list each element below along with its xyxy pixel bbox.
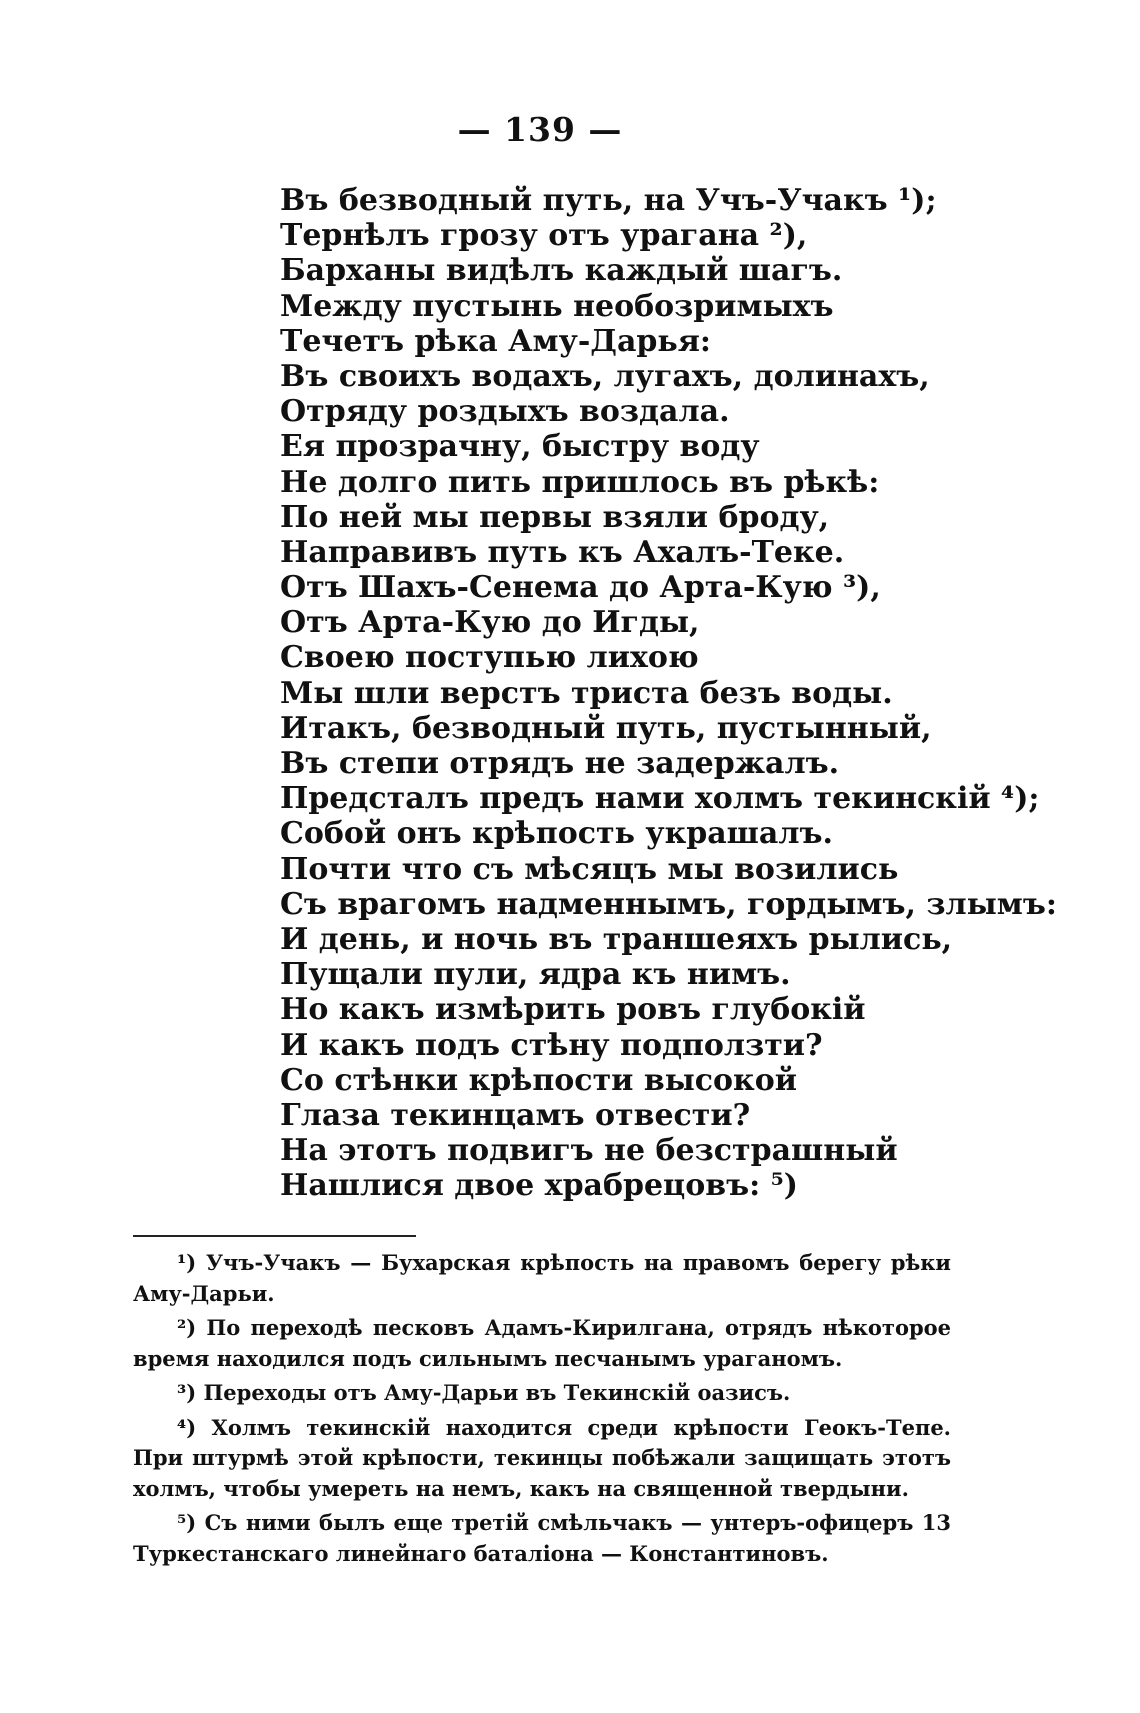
footnote: ²) По переходѣ песковъ Адамъ-Кирилгана, отрядъ нѣкоторое время находился подъ сильнымъ песчанымъ ураганомъ. — [133, 1315, 951, 1371]
footnote: ⁵) Съ ними былъ еще третій смѣльчакъ — унтеръ-офицеръ 13 Туркестанскаго линейнаго баталіона — Константиновъ. — [133, 1510, 951, 1566]
verse-line: Ея прозрачну, быстру воду — [280, 429, 760, 465]
verse-line: Своею поступью лихою — [280, 640, 699, 676]
verse-line: Нашлися двое храбрецовъ: ⁵) — [280, 1168, 798, 1204]
verse-line: Барханы видѣлъ каждый шагъ. — [280, 253, 843, 289]
verse-line: Отряду роздыхъ воздала. — [280, 394, 730, 430]
footnote-divider — [133, 1235, 416, 1237]
verse-line: Не долго пить пришлось въ рѣкѣ: — [280, 464, 880, 500]
verse-line: Отъ Шахъ-Сенема до Арта-Кую ³), — [280, 570, 881, 606]
verse-line: Предсталъ предъ нами холмъ текинскій ⁴); — [280, 781, 1040, 817]
footnotes — [133, 1248, 951, 1573]
footnote: ⁴) Холмъ текинскій находится среди крѣпости Геокъ-Тепе. При штурмѣ этой крѣпости, текинцы побѣжали защищать этотъ холмъ, чтобы умереть на немъ, какъ на священной твердыни. — [133, 1414, 951, 1501]
verse-line: Въ своихъ водахъ, лугахъ, долинахъ, — [280, 358, 930, 394]
verse-line: Мы шли верстъ триста безъ воды. — [280, 675, 893, 711]
verse-line: По ней мы первы взяли броду, — [280, 499, 830, 535]
footnote: ¹) Учъ-Учакъ — Бухарская крѣпость на правомъ берегу рѣки Аму-Дарьи. — [133, 1250, 951, 1306]
verse-line: И какъ подъ стѣну подползти? — [280, 1027, 823, 1063]
verse-line: Тернѣлъ грозу отъ урагана ²), — [280, 218, 808, 254]
verse-line: Почти что съ мѣсяцъ мы возились — [280, 851, 899, 887]
page-number: — 139 — — [457, 110, 623, 149]
verse-line: Итакъ, безводный путь, пустынный, — [280, 710, 932, 746]
verse-line: Со стѣнки крѣпости высокой — [280, 1062, 797, 1098]
verse-line: И день, и ночь въ траншеяхъ рылись, — [280, 921, 953, 957]
verse-line: Направивъ путь къ Ахалъ-Теке. — [280, 534, 845, 570]
verse-line: Пущали пули, ядра къ нимъ. — [280, 957, 791, 993]
verse-line: На этотъ подвигъ не безстрашный — [280, 1133, 898, 1169]
poem-verse — [280, 183, 1057, 1204]
verse-line: Въ степи отрядъ не задержалъ. — [280, 746, 840, 781]
verse-line: Но какъ измѣрить ровъ глубокій — [280, 992, 866, 1028]
verse-line: Глаза текинцамъ отвести? — [280, 1097, 751, 1133]
verse-line: Въ безводный путь, на Учъ-Учакъ ¹); — [280, 183, 937, 218]
verse-line: Съ врагомъ надменнымъ, гордымъ, злымъ: — [280, 886, 1057, 922]
verse-line: Отъ Арта-Кую до Игды, — [280, 605, 700, 641]
verse-line: Течетъ рѣка Аму-Дарья: — [280, 323, 711, 359]
verse-line: Между пустынь необозримыхъ — [280, 288, 834, 324]
footnote: ³) Переходы отъ Аму-Дарьи въ Текинскій оазисъ. — [177, 1380, 791, 1405]
verse-line: Собой онъ крѣпость украшалъ. — [280, 816, 833, 852]
